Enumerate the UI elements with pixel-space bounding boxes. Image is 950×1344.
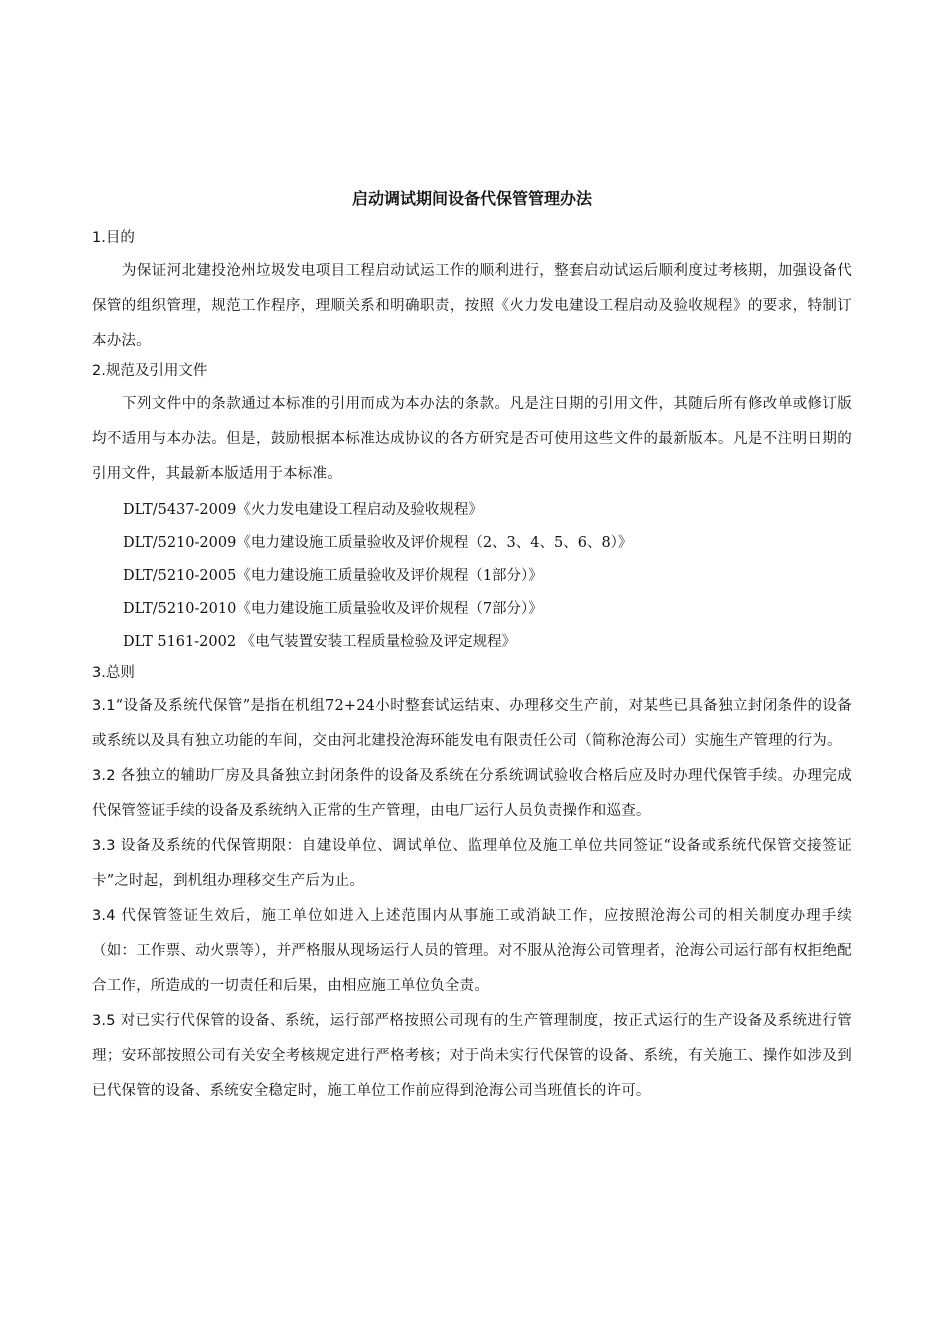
clause-number: 3.3 [92,838,116,854]
clause-3-2 [92,759,852,829]
clause-3-4 [92,899,852,1004]
clause-text: 代保管签证生效后，施工单位如进入上述范围内从事施工或消缺工作，应按照沧海公司的相关制度办理手续（如：工作票、动火票等），并严格服从现场运行人员的管理。对不服从沧海公司管理者，沧海公司运行部有权拒绝配合工作，所造成的一切责任和后果，由相应施工单位负全责。 [92,908,852,994]
clause-text: 对已实行代保管的设备、系统，运行部严格按照公司现有的生产管理制度，按正式运行的生产设备及系统进行管理；安环部按照公司有关安全考核规定进行严格考核；对于尚未实行代保管的设备、系统，有关施工、操作如涉及到已代保管的设备、系统安全稳定时，施工单位工作前应得到沧海公司当班值长的许可。 [92,1013,852,1099]
reference-item: DLT/5437-2009《火力发电建设工程启动及验收规程》 [123,502,483,518]
clause-number: 3.5 [92,1013,116,1029]
clause-text: 各独立的辅助厂房及具备独立封闭条件的设备及系统在分系统调试验收合格后应及时办理代保管手续。办理完成代保管签证手续的设备及系统纳入正常的生产管理，由电厂运行人员负责操作和巡查。 [92,768,852,819]
document-page [92,186,852,1109]
section-heading-general: 3.总则 [92,665,135,681]
clause-3-5 [92,1004,852,1109]
reference-item: DLT/5210-2010《电力建设施工质量验收及评价规程（7部分）》 [123,601,543,617]
clause-number: 3.2 [92,768,116,784]
section-heading-purpose: 1.目的 [92,230,135,246]
clause-number: 3.1 [92,698,116,714]
reference-item: DLT 5161-2002 《电气装置安装工程质量检验及评定规程》 [123,634,517,650]
reference-item: DLT/5210-2009《电力建设施工质量验收及评价规程（2、3、4、5、6、8）》 [123,535,633,551]
clause-text: 设备及系统的代保管期限：自建设单位、调试单位、监理单位及施工单位共同签证“设备或系统代保管交接签证卡”之时起，到机组办理移交生产后为止。 [92,838,852,889]
clause-number: 3.4 [92,908,116,924]
document-title: 启动调试期间设备代保管管理办法 [351,189,592,208]
clause-3-1 [92,689,852,759]
clause-3-3 [92,829,852,899]
reference-item: DLT/5210-2005《电力建设施工质量验收及评价规程（1部分）》 [123,568,543,584]
section-heading-references: 2.规范及引用文件 [92,363,208,379]
clause-text: “设备及系统代保管”是指在机组72+24小时整套试运结束、办理移交生产前，对某些已具备独立封闭条件的设备或系统以及具有独立功能的车间，交由河北建投沧海环能发电有限责任公司（简称沧海公司）实施生产管理的行为。 [92,698,852,749]
references-paragraph: 下列文件中的条款通过本标准的引用而成为本办法的条款。凡是注日期的引用文件，其随后所有修改单或修订版均不适用与本办法。但是，鼓励根据本标准达成协议的各方研究是否可使用这些文件的最新版本。凡是不注明日期的引用文件，其最新本版适用于本标准。 [92,396,852,482]
purpose-paragraph: 为保证河北建投沧州垃圾发电项目工程启动试运工作的顺利进行，整套启动试运后顺利度过考核期，加强设备代保管的组织管理，规范工作程序，理顺关系和明确职责，按照《火力发电建设工程启动及验收规程》的要求，特制订本办法。 [92,263,852,349]
